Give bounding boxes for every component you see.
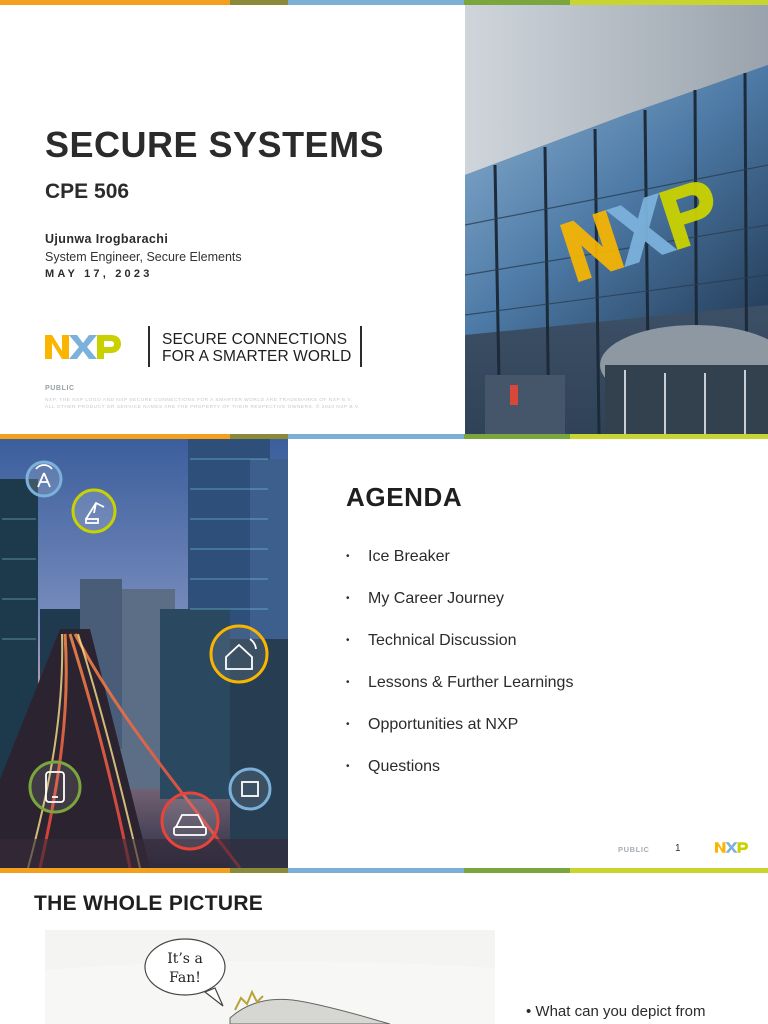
bullet-icon: • (346, 719, 350, 730)
tagline (162, 331, 351, 365)
agenda-item (346, 590, 504, 608)
speech-line-1: It’s a (167, 951, 203, 967)
agenda-item-label: Questions (368, 758, 441, 775)
legal-line-2: ALL OTHER PRODUCT OR SERVICE NAMES ARE THE PROPERTY OF THEIR RESPECTIVE OWNERS. © 2023 NXP B.V. (45, 405, 361, 410)
bullet-icon: • (346, 761, 350, 772)
agenda-item (346, 632, 517, 650)
bullet-icon: • (346, 677, 350, 688)
slide-title: THE WHOLE PICTURE (34, 892, 264, 915)
stripe-segment-orange (0, 0, 230, 5)
legal-line-1: NXP, THE NXP LOGO AND NXP SECURE CONNECTIONS FOR A SMARTER WORLD ARE TRADEMARKS OF NXP B.V. (45, 398, 353, 403)
elephant-cartoon (45, 930, 495, 1024)
bullet-icon: • (346, 635, 350, 646)
speech-line-2: Fan! (169, 970, 201, 986)
nxp-building-photo (465, 5, 768, 434)
tagline-divider-left (148, 326, 150, 367)
legal-notice (45, 397, 360, 411)
stripe-segment-olive (230, 0, 288, 5)
smart-city-photo (0, 439, 288, 868)
stripe-segment-orange (0, 868, 230, 873)
speech-bubble-text (165, 950, 205, 988)
tagline-line-2: FOR A SMARTER WORLD (162, 348, 352, 365)
stripe-segment-green (464, 434, 570, 439)
agenda-item-label: Ice Breaker (368, 548, 450, 565)
stripe-segment-lime (570, 434, 768, 439)
author-role: System Engineer, Secure Elements (45, 250, 242, 264)
classification-label: PUBLIC (45, 385, 75, 392)
classification-label: PUBLIC (618, 845, 650, 854)
discussion-bullet: • What can you depict from (526, 1003, 706, 1020)
agenda-item (346, 758, 440, 776)
course-code: CPE 506 (45, 180, 130, 203)
agenda-item (346, 674, 573, 692)
bullet-icon: • (346, 551, 350, 562)
color-stripe (0, 868, 768, 873)
agenda-item-label: Lessons & Further Learnings (368, 674, 574, 691)
agenda-item (346, 548, 450, 566)
stripe-segment-blue (288, 0, 464, 5)
stripe-segment-olive (230, 868, 288, 873)
presentation-title: SECURE SYSTEMS (45, 124, 385, 165)
tagline-line-1: SECURE CONNECTIONS (162, 331, 348, 348)
nxp-logo (45, 333, 121, 361)
agenda-item-label: My Career Journey (368, 590, 505, 607)
author-name: Ujunwa Irogbarachi (45, 232, 169, 246)
stripe-segment-blue (288, 868, 464, 873)
slide-title (0, 0, 768, 434)
slide-whole-picture (0, 868, 768, 1024)
tagline-divider-right (360, 326, 362, 367)
agenda-item-label: Opportunities at NXP (368, 716, 519, 733)
nxp-logo-small (715, 841, 748, 854)
presentation-date: MAY 17, 2023 (45, 268, 153, 280)
agenda-title: AGENDA (346, 482, 463, 512)
stripe-segment-green (464, 868, 570, 873)
agenda-item (346, 716, 518, 734)
slide-agenda (0, 434, 768, 868)
bullet-icon: • (346, 593, 350, 604)
stripe-segment-blue (288, 434, 464, 439)
stripe-segment-lime (570, 868, 768, 873)
page-number: 1 (675, 843, 681, 854)
cartoon-illustration (45, 930, 495, 1024)
agenda-item-label: Technical Discussion (368, 632, 517, 649)
